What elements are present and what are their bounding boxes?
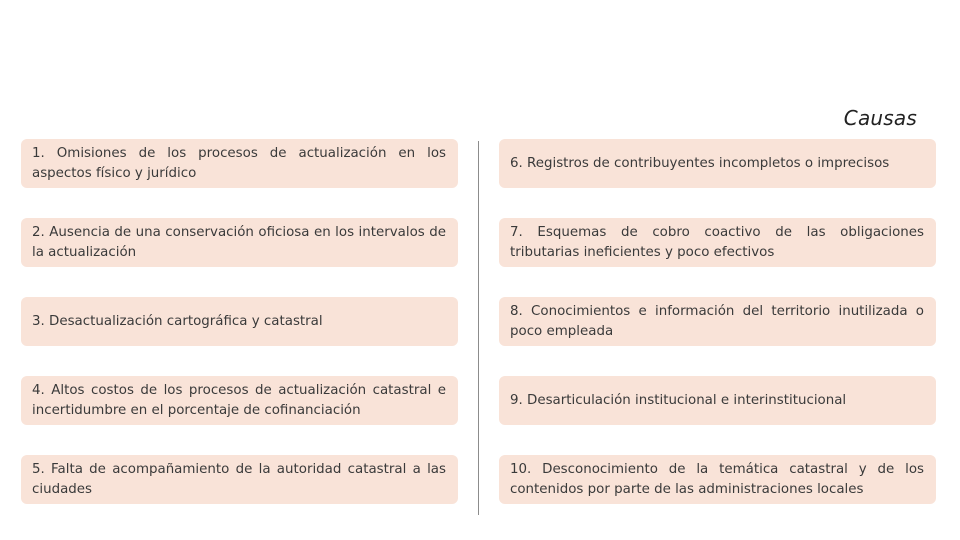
cause-text-5: 5. Falta de acompañamiento de la autoridad catastral a las ciudades xyxy=(32,461,446,497)
cause-box-1 xyxy=(21,139,458,188)
cause-box-6 xyxy=(499,139,936,188)
column-divider xyxy=(478,141,479,515)
cause-text-9: 9. Desarticulación institucional e interinstitucional xyxy=(510,392,847,408)
cause-box-5 xyxy=(21,455,458,504)
cause-box-3 xyxy=(21,297,458,346)
cause-text-10: 10. Desconocimiento de la temática catastral y de los contenidos por parte de las administraciones locales xyxy=(510,461,924,497)
cause-box-9 xyxy=(499,376,936,425)
slide-title: Causas xyxy=(843,106,917,130)
cause-text-7: 7. Esquemas de cobro coactivo de las obligaciones tributarias ineficientes y poco efectivos xyxy=(510,224,924,260)
causes-left-column xyxy=(21,139,458,534)
cause-text-2: 2. Ausencia de una conservación oficiosa en los intervalos de la actualización xyxy=(32,224,446,260)
cause-box-8 xyxy=(499,297,936,346)
cause-text-4: 4. Altos costos de los procesos de actualización catastral e incertidumbre en el porcentaje de cofinanciación xyxy=(32,382,446,418)
causes-right-column xyxy=(499,139,936,534)
cause-box-7 xyxy=(499,218,936,267)
cause-box-4 xyxy=(21,376,458,425)
cause-text-3: 3. Desactualización cartográfica y catastral xyxy=(32,313,323,329)
cause-text-8: 8. Conocimientos e información del territorio inutilizada o poco empleada xyxy=(510,303,924,339)
cause-text-1: 1. Omisiones de los procesos de actualización en los aspectos físico y jurídico xyxy=(32,145,446,181)
cause-text-6: 6. Registros de contribuyentes incompletos o imprecisos xyxy=(510,155,890,171)
cause-box-2 xyxy=(21,218,458,267)
cause-box-10 xyxy=(499,455,936,504)
